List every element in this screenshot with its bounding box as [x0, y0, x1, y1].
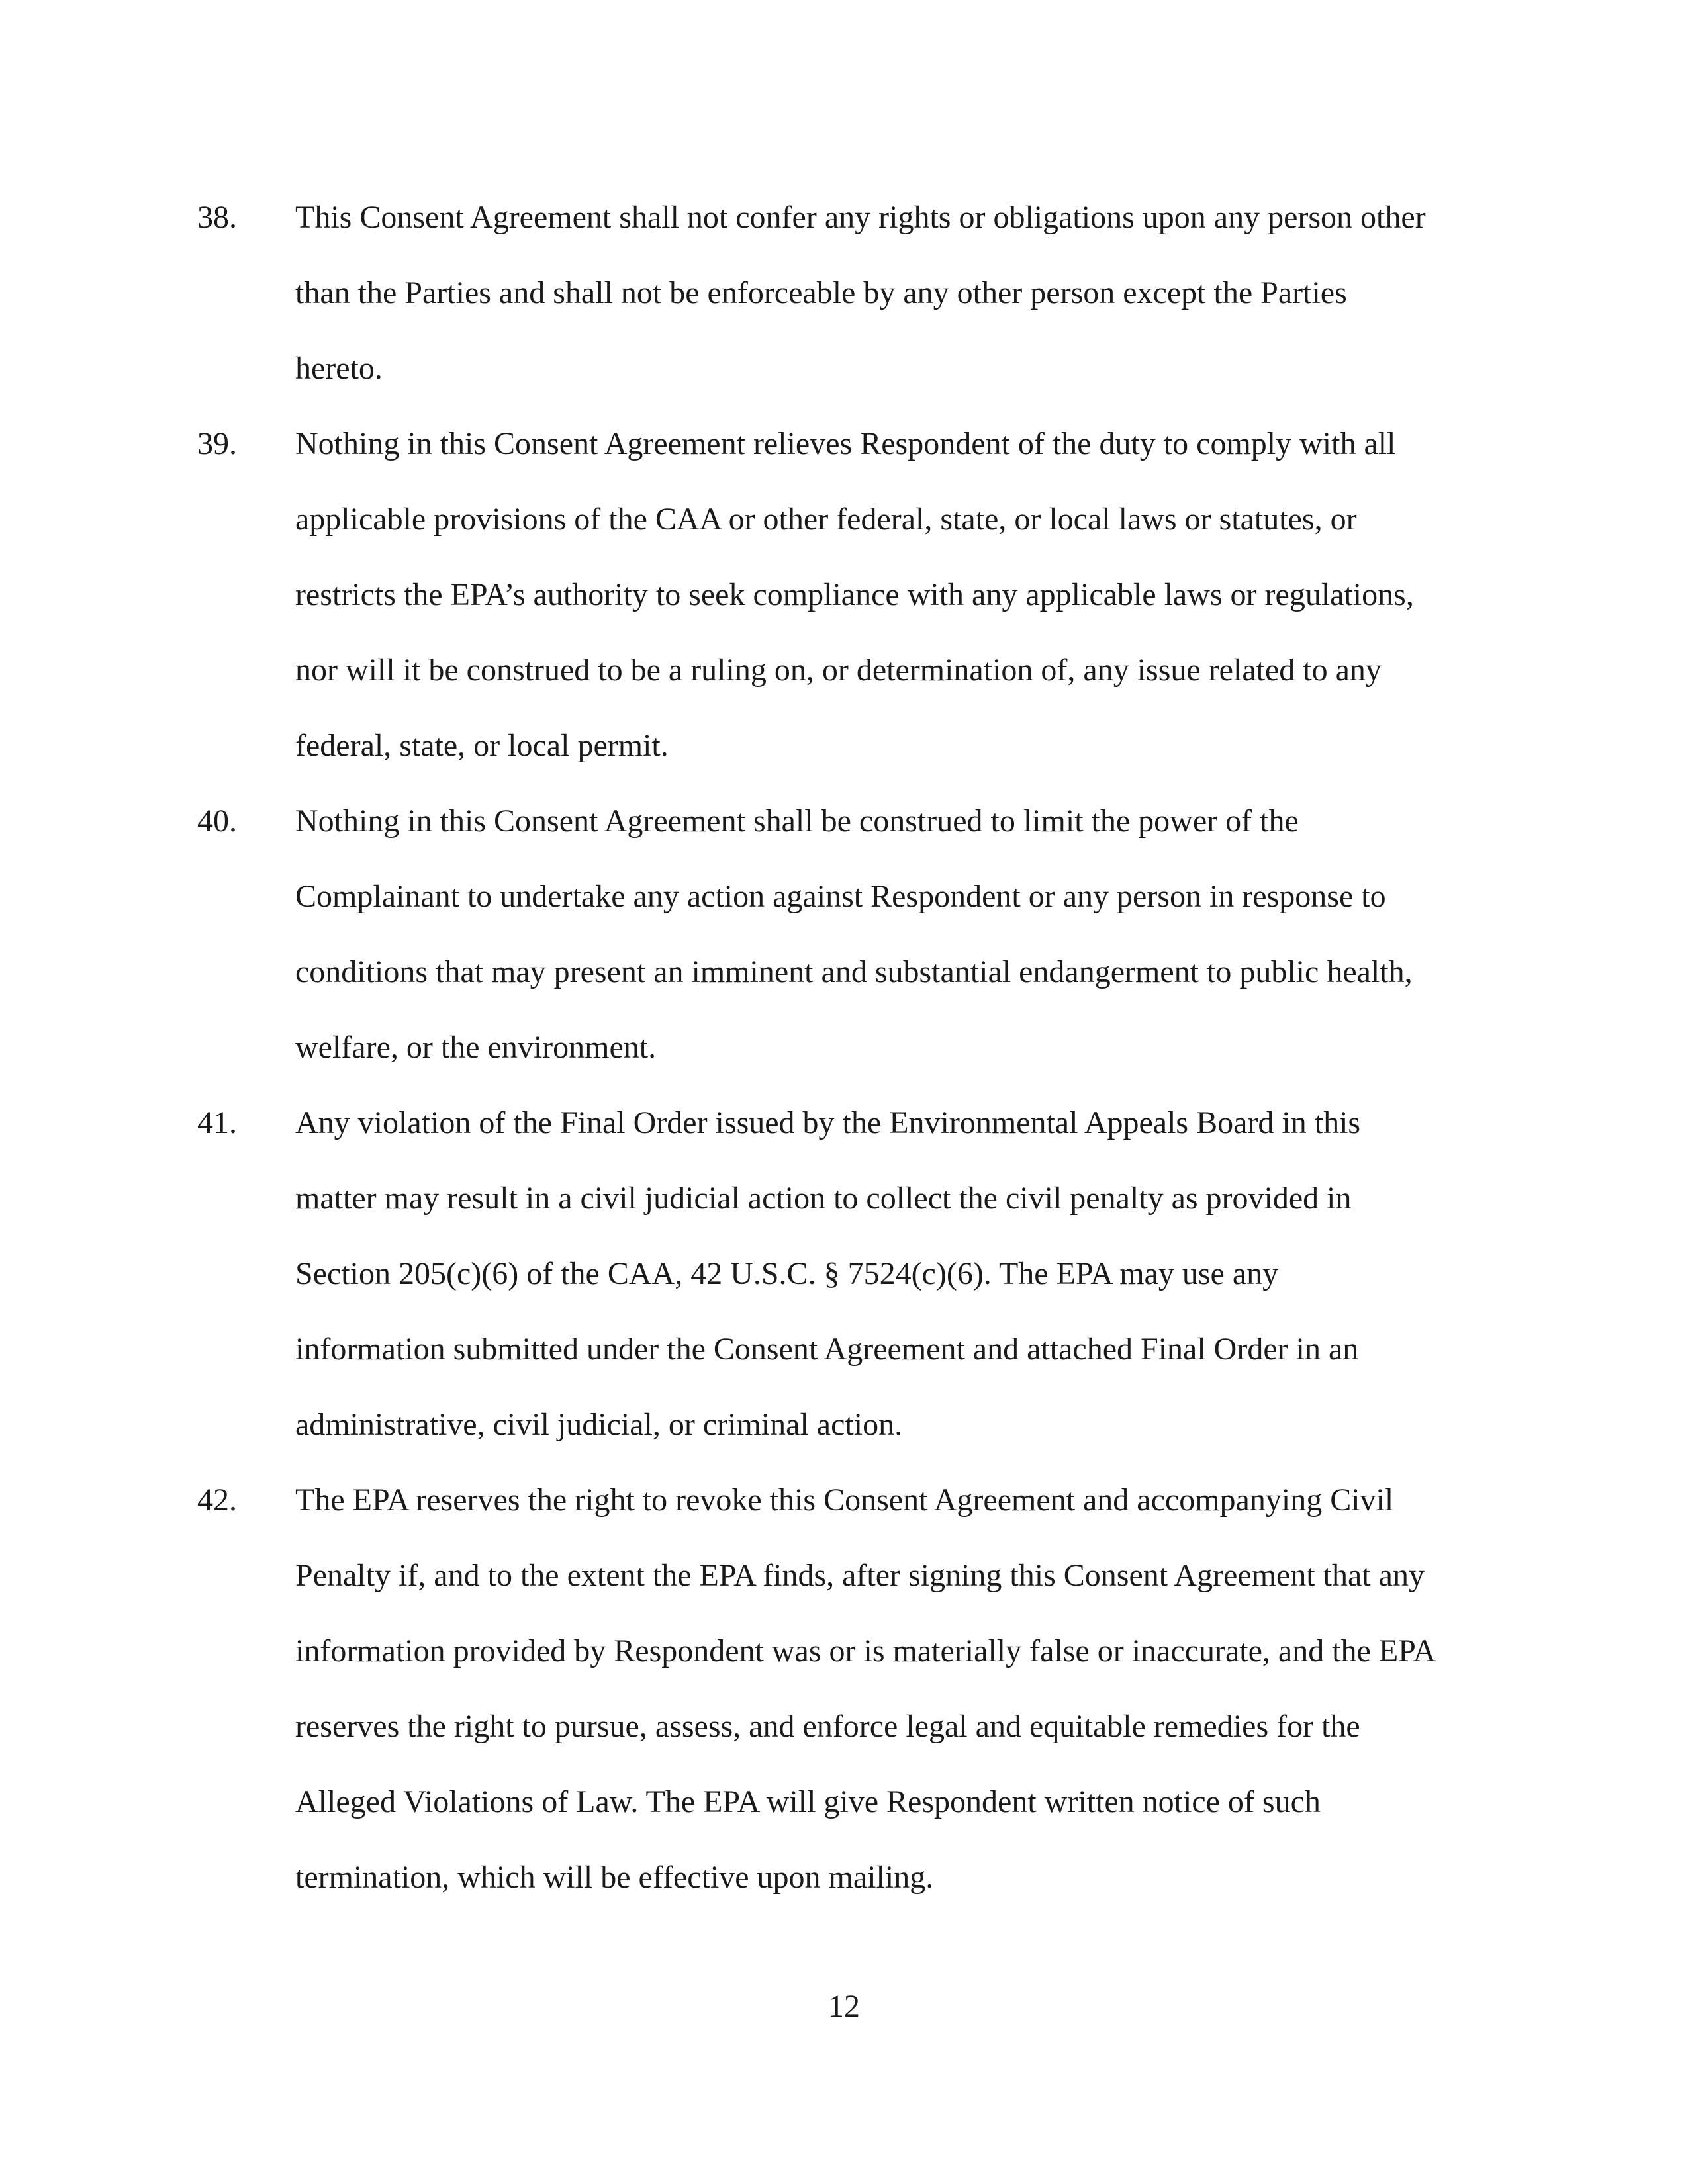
paragraph-line: information provided by Respondent was or is materially false or inaccurate, and the EPA: [295, 1633, 1436, 1668]
paragraph-line: Any violation of the Final Order issued by the Environmental Appeals Board in this: [295, 1105, 1361, 1140]
paragraph-line: termination, which will be effective upon mailing.: [295, 1860, 934, 1895]
paragraph-number: 42.: [197, 1482, 237, 1518]
paragraph-number: 39.: [197, 426, 237, 461]
paragraph-line: Alleged Violations of Law. The EPA will give Respondent written notice of such: [295, 1784, 1321, 1819]
paragraph-line: Section 205(c)(6) of the CAA, 42 U.S.C. § 7524(c)(6). The EPA may use any: [295, 1256, 1279, 1291]
paragraph-line: Complainant to undertake any action against Respondent or any person in response to: [295, 879, 1386, 914]
paragraph-line: Penalty if, and to the extent the EPA finds, after signing this Consent Agreement that any: [295, 1558, 1425, 1593]
paragraph-line: restricts the EPA’s authority to seek compliance with any applicable laws or regulations,: [295, 577, 1414, 612]
paragraph-line: reserves the right to pursue, assess, and enforce legal and equitable remedies for the: [295, 1709, 1360, 1744]
paragraph-line: The EPA reserves the right to revoke this Consent Agreement and accompanying Civil: [295, 1482, 1394, 1518]
paragraph-line: matter may result in a civil judicial action to collect the civil penalty as provided in: [295, 1181, 1352, 1216]
paragraph-number: 40.: [197, 803, 237, 839]
paragraph-line: federal, state, or local permit.: [295, 728, 669, 763]
paragraph-line: than the Parties and shall not be enforceable by any other person except the Parties: [295, 275, 1347, 310]
page-number: 12: [828, 1989, 860, 2024]
paragraph-number: 38.: [197, 200, 237, 235]
paragraph-line: applicable provisions of the CAA or other federal, state, or local laws or statutes, or: [295, 502, 1357, 537]
paragraph-line: Nothing in this Consent Agreement relieves Respondent of the duty to comply with all: [295, 426, 1396, 461]
paragraph-line: welfare, or the environment.: [295, 1030, 657, 1065]
paragraph-line: Nothing in this Consent Agreement shall be construed to limit the power of the: [295, 803, 1299, 839]
paragraph-line: information submitted under the Consent Agreement and attached Final Order in an: [295, 1332, 1359, 1367]
paragraph-line: nor will it be construed to be a ruling on, or determination of, any issue related to any: [295, 653, 1382, 688]
paragraph-number: 41.: [197, 1105, 237, 1140]
paragraph-line: hereto.: [295, 351, 383, 386]
paragraph-line: conditions that may present an imminent and substantial endangerment to public health,: [295, 954, 1413, 989]
paragraph-line: This Consent Agreement shall not confer any rights or obligations upon any person other: [295, 200, 1426, 235]
paragraph-line: administrative, civil judicial, or criminal action.: [295, 1407, 903, 1442]
